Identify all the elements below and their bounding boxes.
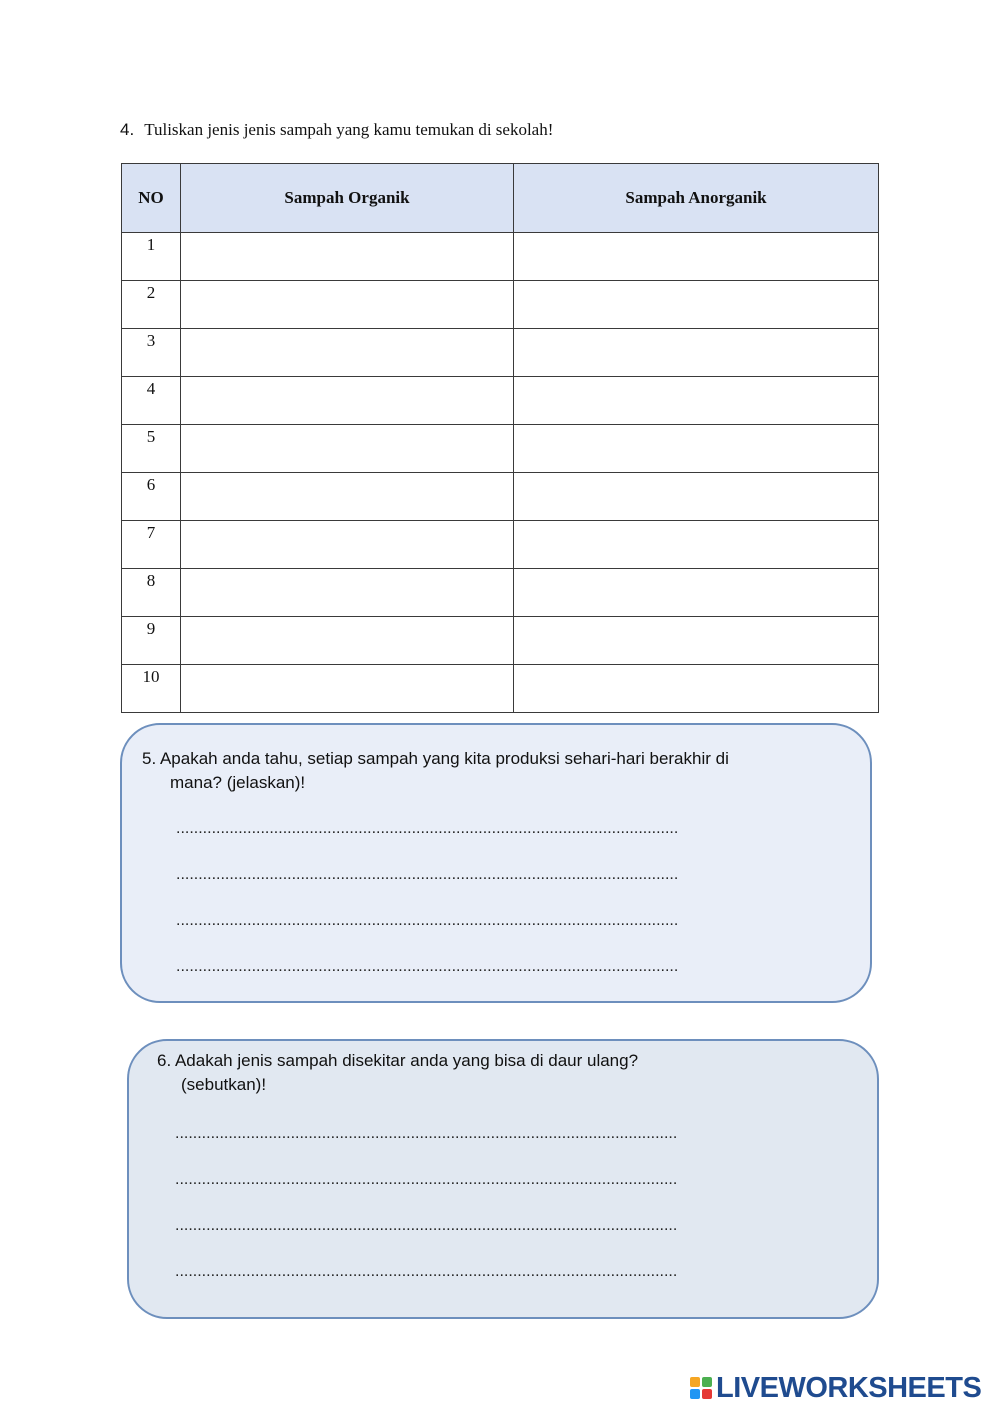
row-number: 9 bbox=[122, 617, 181, 665]
table-row bbox=[122, 473, 879, 521]
row-number: 1 bbox=[122, 233, 181, 281]
inorganic-cell[interactable] bbox=[514, 473, 879, 521]
organic-cell[interactable] bbox=[181, 329, 514, 377]
logo-square bbox=[690, 1389, 700, 1399]
question-5-box bbox=[120, 723, 872, 1003]
answer-line[interactable]: ................................................................................................................. bbox=[176, 820, 679, 837]
logo-square bbox=[702, 1389, 712, 1399]
inorganic-cell[interactable] bbox=[514, 377, 879, 425]
organic-cell[interactable] bbox=[181, 425, 514, 473]
inorganic-cell[interactable] bbox=[514, 665, 879, 713]
question-4 bbox=[120, 120, 553, 140]
inorganic-cell[interactable] bbox=[514, 233, 879, 281]
question-5-line-2: mana? (jelaskan)! bbox=[170, 773, 306, 792]
organic-cell[interactable] bbox=[181, 569, 514, 617]
answer-line[interactable]: ................................................................................................................. bbox=[175, 1171, 678, 1188]
row-number: 3 bbox=[122, 329, 181, 377]
inorganic-cell[interactable] bbox=[514, 425, 879, 473]
liveworksheets-logo bbox=[690, 1372, 981, 1404]
answer-line[interactable]: ................................................................................................................. bbox=[176, 958, 679, 975]
logo-square bbox=[690, 1377, 700, 1387]
table-row bbox=[122, 233, 879, 281]
organic-cell[interactable] bbox=[181, 281, 514, 329]
inorganic-cell[interactable] bbox=[514, 617, 879, 665]
organic-cell[interactable] bbox=[181, 617, 514, 665]
table-row bbox=[122, 569, 879, 617]
logo-text: LIVEWORKSHEETS bbox=[716, 1371, 982, 1404]
question-5-line-1: 5. Apakah anda tahu, setiap sampah yang kita produksi sehari-hari berakhir di bbox=[142, 749, 729, 768]
table-row bbox=[122, 665, 879, 713]
organic-cell[interactable] bbox=[181, 233, 514, 281]
answer-line[interactable]: ................................................................................................................. bbox=[175, 1217, 678, 1234]
organic-cell[interactable] bbox=[181, 665, 514, 713]
table-header-row bbox=[122, 164, 879, 233]
answer-line[interactable]: ................................................................................................................. bbox=[175, 1125, 678, 1142]
logo-mark-icon bbox=[690, 1377, 712, 1399]
inorganic-cell[interactable] bbox=[514, 521, 879, 569]
inorganic-cell[interactable] bbox=[514, 569, 879, 617]
row-number: 6 bbox=[122, 473, 181, 521]
organic-cell[interactable] bbox=[181, 521, 514, 569]
row-number: 4 bbox=[122, 377, 181, 425]
header-inorganic: Sampah Anorganik bbox=[514, 164, 879, 233]
header-no: NO bbox=[122, 164, 181, 233]
row-number: 5 bbox=[122, 425, 181, 473]
inorganic-cell[interactable] bbox=[514, 329, 879, 377]
table-row bbox=[122, 617, 879, 665]
table-row bbox=[122, 281, 879, 329]
inorganic-cell[interactable] bbox=[514, 281, 879, 329]
question-6-box bbox=[127, 1039, 879, 1319]
question-6-line-2: (sebutkan)! bbox=[181, 1075, 267, 1094]
table-row bbox=[122, 377, 879, 425]
question-4-text: Tuliskan jenis jenis sampah yang kamu temukan di sekolah! bbox=[144, 120, 554, 139]
question-5-text bbox=[142, 747, 729, 795]
row-number: 10 bbox=[122, 665, 181, 713]
question-6-line-1: 6. Adakah jenis sampah disekitar anda yang bisa di daur ulang? bbox=[157, 1051, 639, 1070]
question-4-number: 4. bbox=[120, 120, 135, 139]
answer-line[interactable]: ................................................................................................................. bbox=[176, 912, 679, 929]
row-number: 2 bbox=[122, 281, 181, 329]
table-row bbox=[122, 329, 879, 377]
logo-square bbox=[702, 1377, 712, 1387]
organic-cell[interactable] bbox=[181, 377, 514, 425]
waste-table bbox=[121, 163, 879, 713]
answer-line[interactable]: ................................................................................................................. bbox=[176, 866, 679, 883]
table-row bbox=[122, 521, 879, 569]
answer-line[interactable]: ................................................................................................................. bbox=[175, 1263, 678, 1280]
organic-cell[interactable] bbox=[181, 473, 514, 521]
row-number: 8 bbox=[122, 569, 181, 617]
question-6-text bbox=[157, 1049, 638, 1097]
header-organic: Sampah Organik bbox=[181, 164, 514, 233]
row-number: 7 bbox=[122, 521, 181, 569]
table-row bbox=[122, 425, 879, 473]
